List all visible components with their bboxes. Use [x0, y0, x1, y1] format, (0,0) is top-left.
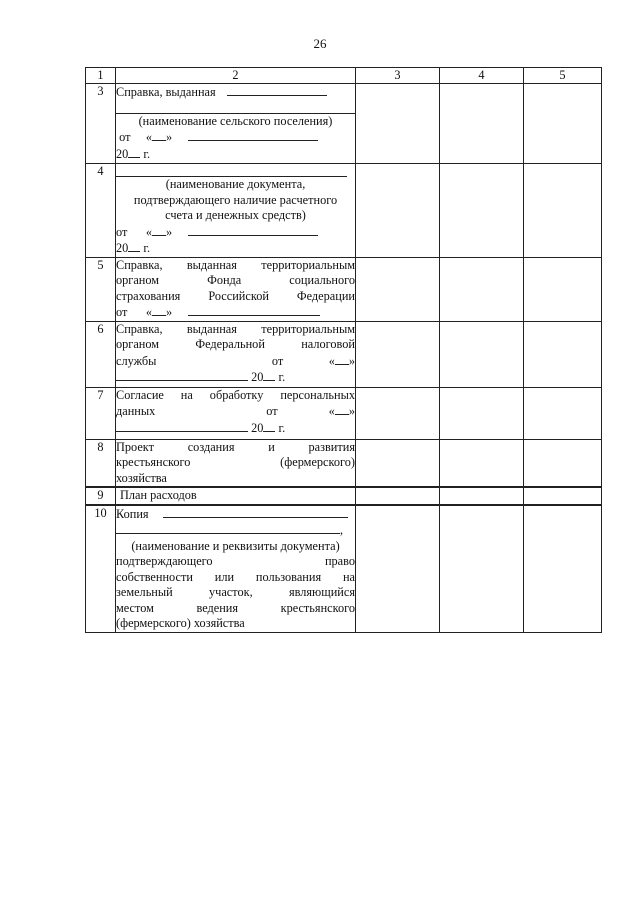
cell-col-5[interactable] [524, 487, 602, 505]
cell-col-4[interactable] [440, 505, 524, 633]
from-label: от [119, 130, 131, 144]
blank-line[interactable] [227, 84, 327, 96]
header-col-1: 1 [86, 68, 116, 84]
row-text: службы [116, 353, 157, 368]
blank-line[interactable] [128, 240, 140, 252]
cell-col-4[interactable] [440, 257, 524, 321]
cell-col-3[interactable] [356, 487, 440, 505]
from-label: от [266, 404, 278, 418]
blank-line[interactable] [128, 146, 140, 158]
table-row [86, 321, 602, 387]
blank-line[interactable] [188, 129, 318, 141]
quote-close: » [348, 353, 355, 368]
row-text: органом Фонда социального [116, 273, 355, 287]
field-caption: (наименование документа, [165, 177, 306, 191]
blank-line[interactable] [152, 304, 166, 316]
from-label: от [116, 305, 128, 319]
row-number: 5 [86, 257, 116, 321]
row-description [116, 164, 356, 258]
header-col-2: 2 [116, 68, 356, 84]
row-number: 4 [86, 164, 116, 258]
cell-col-4[interactable] [440, 84, 524, 164]
quote-open: « [145, 130, 152, 144]
cell-col-4[interactable] [440, 164, 524, 258]
table-row [86, 84, 602, 164]
table-row [86, 387, 602, 439]
blank-line[interactable] [263, 369, 275, 381]
blank-line[interactable] [188, 224, 318, 236]
table-row [86, 164, 602, 258]
row-description [116, 439, 356, 487]
year-suffix: г. [143, 241, 151, 255]
blank-line[interactable] [116, 101, 355, 114]
blank-line[interactable] [335, 403, 349, 415]
row-description [116, 257, 356, 321]
blank-line[interactable] [116, 420, 248, 432]
year-suffix: г. [278, 420, 286, 435]
year-suffix: г. [278, 370, 286, 384]
row-text: хозяйства [116, 470, 167, 485]
cell-col-3[interactable] [356, 387, 440, 439]
row-text: Проект создания и развития [116, 439, 355, 454]
documents-table [85, 67, 602, 633]
quote-open: « [145, 224, 152, 239]
cell-col-3[interactable] [356, 257, 440, 321]
blank-line[interactable] [163, 506, 348, 518]
table-row [86, 487, 602, 505]
cell-col-3[interactable] [356, 505, 440, 633]
row-text: крестьянского (фермерского) [116, 455, 355, 469]
cell-col-5[interactable] [524, 257, 602, 321]
cell-col-5[interactable] [524, 321, 602, 387]
year-suffix: г. [143, 146, 151, 161]
table-row [86, 505, 602, 633]
cell-col-4[interactable] [440, 487, 524, 505]
quote-open: « [145, 305, 152, 319]
quote-close: » [165, 224, 173, 239]
row-number: 9 [86, 487, 116, 505]
cell-col-5[interactable] [524, 84, 602, 164]
cell-col-4[interactable] [440, 439, 524, 487]
blank-line[interactable] [188, 304, 320, 316]
row-description [116, 84, 356, 164]
row-text: местом ведения крестьянского [116, 600, 355, 615]
blank-line[interactable] [335, 353, 349, 365]
table-row [86, 257, 602, 321]
field-caption: (наименование и реквизиты документа) [131, 538, 340, 553]
cell-col-4[interactable] [440, 321, 524, 387]
cell-col-3[interactable] [356, 84, 440, 164]
blank-line[interactable] [263, 420, 275, 432]
header-col-5: 5 [524, 68, 602, 84]
blank-line[interactable] [116, 164, 347, 177]
cell-col-5[interactable] [524, 164, 602, 258]
table-header-row [86, 68, 602, 84]
cell-col-3[interactable] [356, 321, 440, 387]
cell-col-3[interactable] [356, 439, 440, 487]
blank-line[interactable] [116, 369, 248, 381]
from-label: от [116, 224, 128, 239]
row-text: Справка, выданная [116, 85, 216, 99]
page-number: 26 [313, 36, 327, 51]
quote-close: » [165, 130, 173, 144]
row-text: (фермерского) хозяйства [116, 616, 245, 630]
row-text: Согласие на обработку персональных [116, 387, 355, 402]
cell-col-5[interactable] [524, 505, 602, 633]
row-number: 7 [86, 387, 116, 439]
table-row [86, 439, 602, 487]
row-description [116, 505, 356, 633]
row-text: земельный участок, являющийся [116, 585, 355, 599]
row-text: Копия [116, 506, 149, 521]
row-text: органом Федеральной налоговой [116, 337, 355, 351]
blank-line[interactable] [116, 522, 340, 534]
row-number: 6 [86, 321, 116, 387]
row-text: План расходов [116, 487, 356, 505]
year-prefix: 20 [251, 370, 264, 384]
blank-line[interactable] [152, 129, 166, 141]
header-col-4: 4 [440, 68, 524, 84]
field-caption: счета и денежных средств) [165, 208, 306, 222]
quote-open: « [328, 353, 335, 368]
row-number: 10 [86, 505, 116, 633]
row-number: 3 [86, 84, 116, 164]
blank-line[interactable] [152, 224, 166, 236]
year-prefix: 20 [116, 146, 129, 161]
cell-col-5[interactable] [524, 387, 602, 439]
quote-close: » [348, 404, 355, 418]
row-text: данных [116, 404, 156, 418]
row-text: Справка, выданная территориальным [116, 257, 355, 272]
row-text: Справка, выданная территориальным [116, 321, 355, 336]
comma: , [340, 523, 344, 537]
header-col-3: 3 [356, 68, 440, 84]
row-text: подтверждающего право [116, 554, 355, 568]
year-prefix: 20 [251, 420, 264, 435]
field-caption: (наименование сельского поселения) [138, 113, 333, 128]
year-prefix: 20 [116, 241, 129, 255]
cell-col-4[interactable] [440, 387, 524, 439]
row-description [116, 321, 356, 387]
row-text: собственности или пользования на [116, 569, 355, 584]
row-description [116, 387, 356, 439]
cell-col-3[interactable] [356, 164, 440, 258]
from-label: от [271, 353, 284, 368]
field-caption: подтверждающего наличие расчетного [133, 192, 338, 207]
quote-close: » [165, 305, 173, 319]
cell-col-5[interactable] [524, 439, 602, 487]
row-text: страхования Российской Федерации [116, 288, 355, 303]
row-number: 8 [86, 439, 116, 487]
quote-open: « [328, 404, 335, 418]
